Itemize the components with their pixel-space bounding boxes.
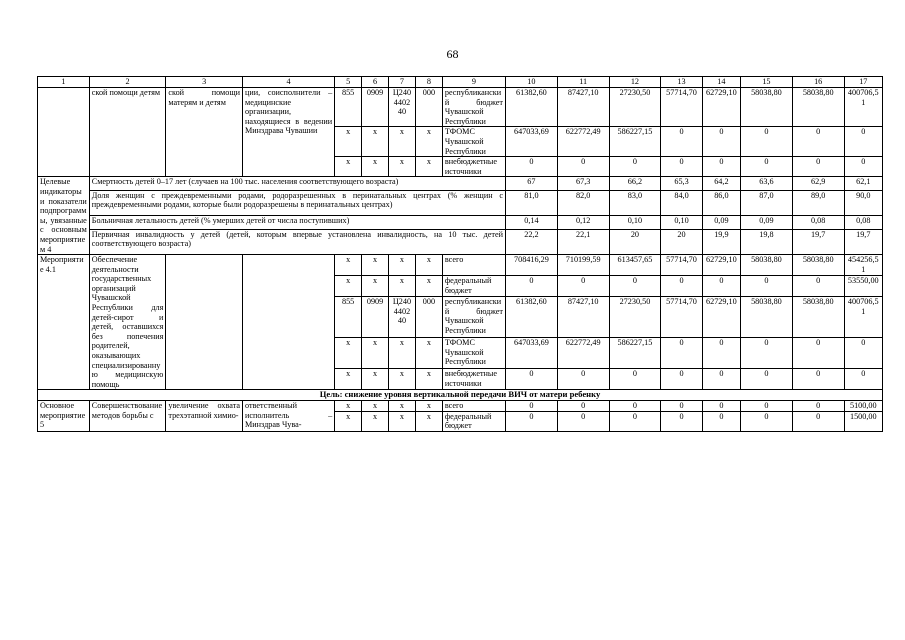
cell-grbs: x (335, 157, 362, 177)
cell-value: 86,0 (702, 190, 740, 215)
cell-value: 62729,10 (702, 255, 740, 276)
cell-value: 647033,69 (506, 338, 558, 369)
indicator-row (38, 216, 883, 229)
cell-value: 0 (661, 157, 702, 177)
cell-value: 62,1 (844, 177, 882, 190)
cell-value: 5100,00 (844, 401, 882, 412)
cell-grbs: x (335, 369, 362, 390)
header-cell: 17 (844, 77, 882, 88)
cell-value: 0 (609, 401, 661, 412)
cell-value: 0 (741, 411, 793, 431)
cell-funding-source: ТФОМС Чувашской Республики (442, 338, 505, 369)
cell-vr: x (415, 127, 442, 157)
cell-value: 0 (702, 276, 740, 297)
cell-value: 22,1 (557, 229, 609, 255)
indicator-row (38, 229, 883, 255)
cell-rzpr: 0909 (362, 297, 389, 338)
cell-vr: x (415, 157, 442, 177)
cell-csr: x (389, 255, 416, 276)
cell-funding-source: республиканский бюджет Чувашской Республики (442, 88, 505, 127)
cell-vr: x (415, 276, 442, 297)
cell-vr: x (415, 401, 442, 412)
cell-value: 622772,49 (557, 338, 609, 369)
cell-funding-source: федеральный бюджет (442, 411, 505, 431)
cell-grbs: x (335, 338, 362, 369)
cell-value: 84,0 (661, 190, 702, 215)
cell-value: 83,0 (609, 190, 661, 215)
goal-heading: Цель: снижение уровня вертикальной передачи ВИЧ от матери ребенку (38, 390, 883, 401)
cell-value: 0,12 (557, 216, 609, 229)
cell-funding-source: всего (442, 255, 505, 276)
cell-value: 19,7 (792, 229, 844, 255)
cell-value: 19,7 (844, 229, 882, 255)
main-measure-task: увеличение охвата трехэтапной химио- (166, 401, 243, 432)
indicator-text: Доля женщин с преждевременными родами, родоразрешенных в перинатальных центрах (% женщин с преждевременными родами, которые были родоразрешены в перинатальных центрах) (89, 190, 505, 215)
cell-c3 (166, 255, 243, 390)
cell-value: 62729,10 (702, 297, 740, 338)
cell-grbs: 855 (335, 88, 362, 127)
table-row (38, 401, 883, 412)
cell-funding-source: федеральный бюджет (442, 276, 505, 297)
cell-csr: x (389, 338, 416, 369)
cell-csr: x (389, 369, 416, 390)
cell-value: 0 (741, 127, 793, 157)
cell-csr: Ц240 4402 40 (389, 88, 416, 127)
cell-value: 0 (702, 401, 740, 412)
page-number: 68 (446, 47, 459, 61)
cell-value: 0 (844, 338, 882, 369)
cell-value: 0,10 (661, 216, 702, 229)
cell-value: 67 (506, 177, 558, 190)
cell-value: 0,09 (741, 216, 793, 229)
cell-value: 57714,70 (661, 88, 702, 127)
cell-value: 81,0 (506, 190, 558, 215)
cell-value: 58038,80 (792, 88, 844, 127)
cell-value: 19,9 (702, 229, 740, 255)
header-cell: 1 (38, 77, 90, 88)
cell-value: 0 (506, 276, 558, 297)
cell-value: 87,0 (741, 190, 793, 215)
cell-grbs: x (335, 276, 362, 297)
cell-value: 0 (792, 369, 844, 390)
indicator-row (38, 177, 883, 190)
cell-value: 0,08 (844, 216, 882, 229)
cell-value: 58038,80 (741, 88, 793, 127)
header-row (38, 77, 883, 88)
cell-value: 58038,80 (792, 255, 844, 276)
cell-value: 22,2 (506, 229, 558, 255)
cell-value: 0 (506, 401, 558, 412)
cell-value: 0 (506, 411, 558, 431)
cell-rzpr: x (362, 338, 389, 369)
cell-value: 0 (844, 369, 882, 390)
budget-table (37, 76, 883, 432)
cell-vr: x (415, 369, 442, 390)
cell-grbs: x (335, 411, 362, 431)
measure-label: Мероприятие 4.1 (38, 255, 90, 390)
cell-csr: x (389, 276, 416, 297)
cell-vr: x (415, 255, 442, 276)
cell-c3: ской помощи матерям и детям (166, 88, 243, 177)
cell-funding-source: внебюджетные источники (442, 157, 505, 177)
cell-funding-source: внебюджетные источники (442, 369, 505, 390)
cell-value: 19,8 (741, 229, 793, 255)
cell-value: 0 (741, 157, 793, 177)
cell-value: 622772,49 (557, 127, 609, 157)
cell-value: 0 (661, 127, 702, 157)
cell-csr: x (389, 157, 416, 177)
cell-value: 0 (741, 276, 793, 297)
cell-value: 0 (702, 127, 740, 157)
cell-csr: x (389, 127, 416, 157)
cell-value: 0 (557, 369, 609, 390)
cell-value: 0 (792, 338, 844, 369)
cell-value: 27230,50 (609, 297, 661, 338)
cell-value: 0 (609, 411, 661, 431)
cell-value: 0 (557, 411, 609, 431)
cell-value: 0 (792, 276, 844, 297)
cell-rzpr: 0909 (362, 88, 389, 127)
cell-value: 20 (661, 229, 702, 255)
header-cell: 4 (243, 77, 335, 88)
cell-value: 89,0 (792, 190, 844, 215)
indicator-text: Первичная инвалидность у детей (детей, которым впервые установлена инвалидность, на 10 тыс. детей соответствующего возраста) (89, 229, 505, 255)
cell-c2: ской помощи детям (89, 88, 166, 177)
cell-value: 586227,15 (609, 127, 661, 157)
cell-rzpr: x (362, 411, 389, 431)
cell-value: 0 (702, 157, 740, 177)
header-cell: 10 (506, 77, 558, 88)
cell-value: 0 (661, 411, 702, 431)
cell-value: 90,0 (844, 190, 882, 215)
cell-value: 0,14 (506, 216, 558, 229)
header-cell: 8 (415, 77, 442, 88)
table-row (38, 88, 883, 127)
header-cell: 7 (389, 77, 416, 88)
cell-value: 454256,51 (844, 255, 882, 276)
cell-value: 0 (609, 369, 661, 390)
cell-value: 400706,51 (844, 297, 882, 338)
indicator-row (38, 190, 883, 215)
cell-value: 20 (609, 229, 661, 255)
cell-value: 61382,60 (506, 297, 558, 338)
main-measure-executor: ответственный исполнитель – Минздрав Чува- (243, 401, 335, 432)
cell-funding-source: всего (442, 401, 505, 412)
cell-value: 0,08 (792, 216, 844, 229)
cell-value: 87427,10 (557, 88, 609, 127)
cell-value: 400706,51 (844, 88, 882, 127)
cell-value: 0 (609, 157, 661, 177)
cell-value: 0 (792, 401, 844, 412)
cell-vr: 000 (415, 88, 442, 127)
cell-vr: 000 (415, 297, 442, 338)
cell-value: 0 (741, 401, 793, 412)
cell-value: 0 (741, 338, 793, 369)
cell-value: 67,3 (557, 177, 609, 190)
cell-value: 87427,10 (557, 297, 609, 338)
cell-value: 82,0 (557, 190, 609, 215)
cell-value: 0 (702, 338, 740, 369)
cell-vr: x (415, 338, 442, 369)
header-cell: 16 (792, 77, 844, 88)
cell-value: 0 (557, 401, 609, 412)
cell-vr: x (415, 411, 442, 431)
cell-rzpr: x (362, 401, 389, 412)
cell-value: 0 (792, 157, 844, 177)
cell-c1 (38, 88, 90, 177)
cell-csr: x (389, 401, 416, 412)
cell-rzpr: x (362, 157, 389, 177)
cell-value: 0,10 (609, 216, 661, 229)
indicator-text: Смертность детей 0–17 лет (случаев на 100 тыс. населения соответствующего возраста) (89, 177, 505, 190)
header-cell: 11 (557, 77, 609, 88)
cell-rzpr: x (362, 255, 389, 276)
goal-row (38, 390, 883, 401)
cell-rzpr: x (362, 276, 389, 297)
cell-grbs: 855 (335, 297, 362, 338)
cell-value: 647033,69 (506, 127, 558, 157)
cell-value: 613457,65 (609, 255, 661, 276)
cell-value: 0 (661, 401, 702, 412)
cell-value: 62729,10 (702, 88, 740, 127)
cell-value: 0 (557, 157, 609, 177)
header-cell: 2 (89, 77, 166, 88)
header-cell: 13 (661, 77, 702, 88)
header-cell: 15 (741, 77, 793, 88)
cell-value: 1500,00 (844, 411, 882, 431)
cell-value: 0,09 (702, 216, 740, 229)
cell-value: 66,2 (609, 177, 661, 190)
indicators-label: Целевые индикаторы и показатели подпрограммы, увязанные с основным мероприятием 4 (38, 177, 90, 255)
indicator-text: Больничная летальность детей (% умерших детей от числа поступивших) (89, 216, 505, 229)
cell-grbs: x (335, 127, 362, 157)
cell-value: 27230,50 (609, 88, 661, 127)
main-measure-name: Совершенствование методов борьбы с (89, 401, 166, 432)
cell-csr: x (389, 411, 416, 431)
cell-value: 0 (506, 369, 558, 390)
cell-c4 (243, 255, 335, 390)
main-measure-label: Основное мероприятие 5 (38, 401, 90, 432)
cell-value: 0 (792, 411, 844, 431)
cell-value: 0 (844, 157, 882, 177)
cell-rzpr: x (362, 369, 389, 390)
cell-value: 58038,80 (741, 255, 793, 276)
cell-funding-source: ТФОМС Чувашской Республики (442, 127, 505, 157)
cell-value: 65,3 (661, 177, 702, 190)
cell-value: 0 (702, 369, 740, 390)
header-cell: 3 (166, 77, 243, 88)
cell-rzpr: x (362, 127, 389, 157)
table-row (38, 255, 883, 276)
cell-grbs: x (335, 401, 362, 412)
header-cell: 12 (609, 77, 661, 88)
cell-csr: Ц240 4402 40 (389, 297, 416, 338)
cell-value: 0 (557, 276, 609, 297)
cell-value: 0 (609, 276, 661, 297)
cell-value: 0 (506, 157, 558, 177)
cell-value: 62,9 (792, 177, 844, 190)
header-cell: 6 (362, 77, 389, 88)
cell-value: 57714,70 (661, 297, 702, 338)
cell-value: 586227,15 (609, 338, 661, 369)
cell-value: 58038,80 (741, 297, 793, 338)
cell-value: 57714,70 (661, 255, 702, 276)
cell-value: 64,2 (702, 177, 740, 190)
cell-value: 710199,59 (557, 255, 609, 276)
cell-value: 0 (702, 411, 740, 431)
cell-value: 61382,60 (506, 88, 558, 127)
cell-value: 58038,80 (792, 297, 844, 338)
cell-grbs: x (335, 255, 362, 276)
cell-value: 0 (792, 127, 844, 157)
cell-value: 0 (844, 127, 882, 157)
cell-value: 63,6 (741, 177, 793, 190)
cell-value: 0 (661, 276, 702, 297)
cell-value: 0 (661, 338, 702, 369)
header-cell: 5 (335, 77, 362, 88)
cell-value: 0 (661, 369, 702, 390)
cell-value: 0 (741, 369, 793, 390)
header-cell: 9 (442, 77, 505, 88)
cell-c4: ции, соисполнители – медицинские организации, находящиеся в ведении Минздрава Чувашии (243, 88, 335, 177)
cell-funding-source: республиканский бюджет Чувашской Республики (442, 297, 505, 338)
header-cell: 14 (702, 77, 740, 88)
cell-value: 53550,00 (844, 276, 882, 297)
cell-value: 708416,29 (506, 255, 558, 276)
measure-name: Обеспечение деятельности государственных организаций Чувашской Республики для детей-сирот и детей, оставшихся без попечения родителей, оказывающих специализированную медицинскую помощь (89, 255, 166, 390)
